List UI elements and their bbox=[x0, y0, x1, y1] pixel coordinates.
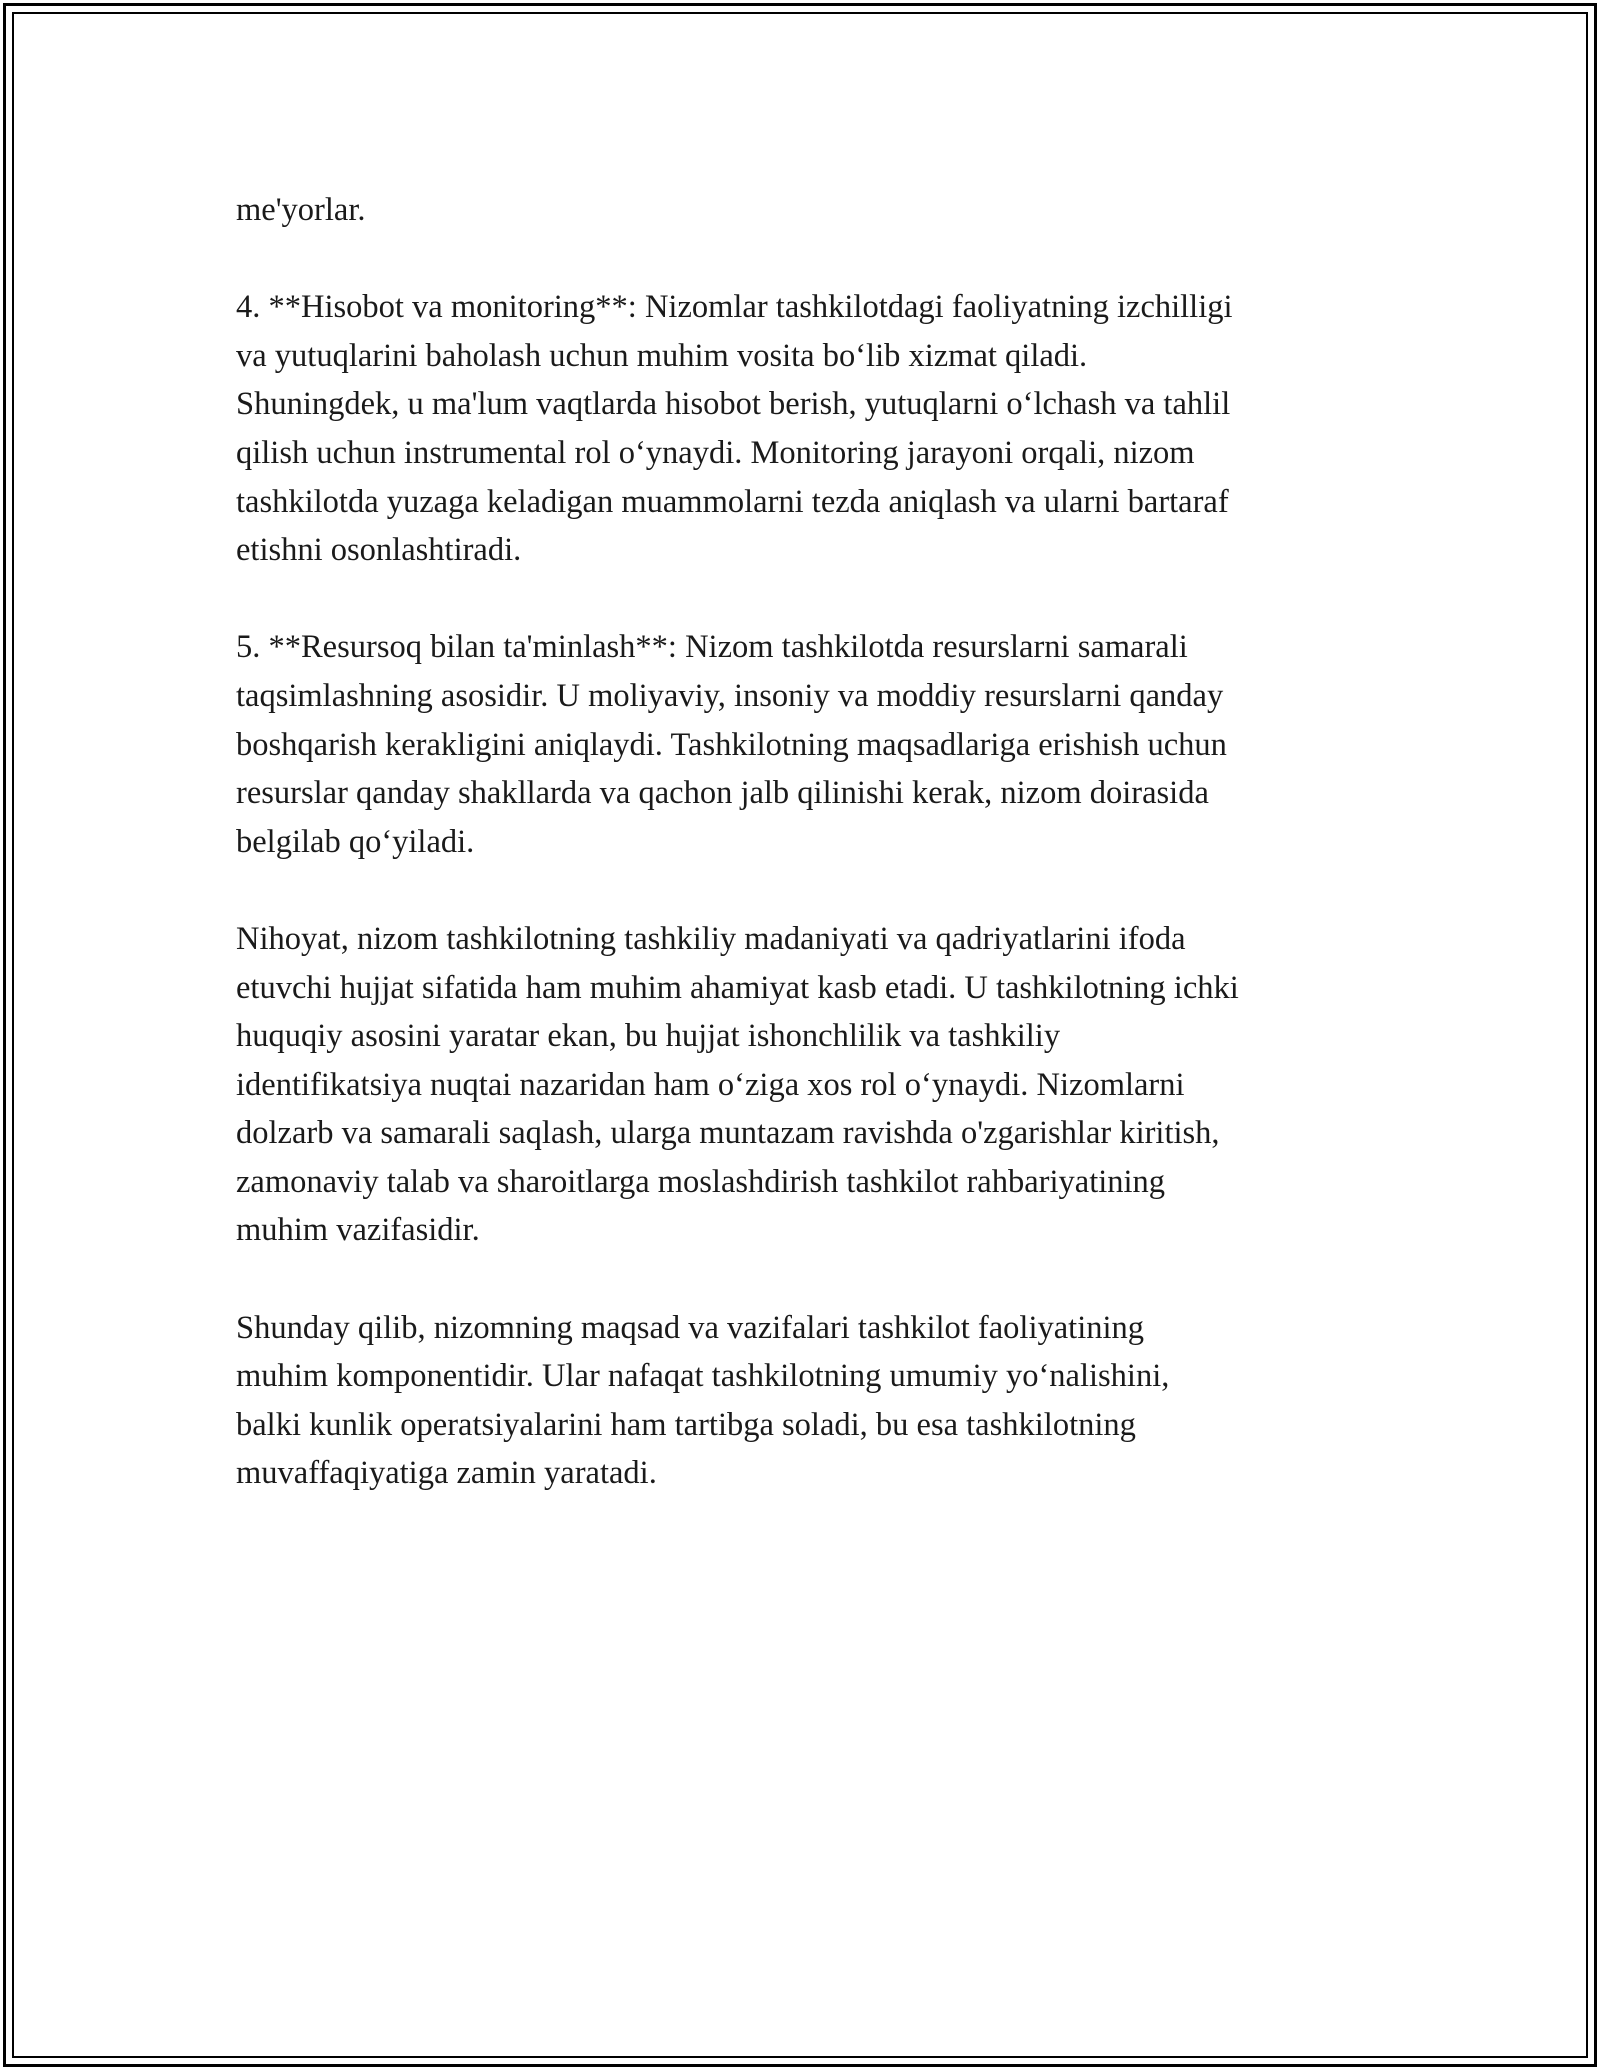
text-line: Nihoyat, nizom tashkilotning tashkiliy madaniyati va qadriyatlarini ifoda bbox=[236, 920, 1186, 957]
text-line: belgilab qo‘yiladi. bbox=[236, 823, 475, 860]
text-line: muhim komponentidir. Ular nafaqat tashkilotning umumiy yo‘nalishini, bbox=[236, 1358, 1170, 1395]
paragraph-continuation bbox=[236, 186, 1376, 235]
text-line: Shuningdek, u ma'lum vaqtlarda hisobot berish, yutuqlarni o‘lchash va tahlil bbox=[236, 386, 1231, 423]
text-line: 4. **Hisobot va monitoring**: Nizomlar tashkilotdagi faoliyatning izchilligi bbox=[236, 289, 1233, 326]
text-line: etishni osonlashtiradi. bbox=[236, 532, 522, 569]
document-body bbox=[236, 186, 1376, 1547]
paragraph-nihoyat bbox=[236, 915, 1376, 1255]
text-line: balki kunlik operatsiyalarini ham tartibga soladi, bu esa tashkilotning bbox=[236, 1406, 1136, 1443]
text-line: resurslar qanday shakllarda va qachon jalb qilinishi kerak, nizom doirasida bbox=[236, 775, 1209, 812]
text-line: identifikatsiya nuqtai nazaridan ham o‘ziga xos rol o‘ynaydi. Nizomlarni bbox=[236, 1066, 1185, 1103]
text-line: etuvchi hujjat sifatida ham muhim ahamiyat kasb etadi. U tashkilotning ichki bbox=[236, 969, 1239, 1006]
text-line: va yutuqlarini baholash uchun muhim vosita bo‘lib xizmat qiladi. bbox=[236, 337, 1088, 374]
text-line: huquqiy asosini yaratar ekan, bu hujjat ishonchlilik va tashkiliy bbox=[236, 1018, 1061, 1055]
text-line: qilish uchun instrumental rol o‘ynaydi. Monitoring jarayoni orqali, nizom bbox=[236, 434, 1195, 471]
text-line: dolzarb va samarali saqlash, ularga muntazam ravishda o'zgarishlar kiritish, bbox=[236, 1115, 1220, 1152]
text-line: muvaffaqiyatiga zamin yaratadi. bbox=[236, 1455, 657, 1492]
paragraph-hisobot-monitoring bbox=[236, 283, 1376, 575]
text-line: boshqarish kerakligini aniqlaydi. Tashkilotning maqsadlariga erishish uchun bbox=[236, 726, 1227, 763]
text-line: Shunday qilib, nizomning maqsad va vazifalari tashkilot faoliyatining bbox=[236, 1309, 1145, 1346]
text-line: taqsimlashning asosidir. U moliyaviy, insoniy va moddiy resurslarni qanday bbox=[236, 677, 1224, 714]
paragraph-resurs-taminlash bbox=[236, 623, 1376, 866]
text-line: me'yorlar. bbox=[236, 192, 366, 228]
text-line: tashkilotda yuzaga keladigan muammolarni tezda aniqlash va ularni bartaraf bbox=[236, 483, 1229, 520]
text-line: muhim vazifasidir. bbox=[236, 1212, 480, 1249]
text-line: zamonaviy talab va sharoitlarga moslashdirish tashkilot rahbariyatining bbox=[236, 1163, 1166, 1200]
paragraph-conclusion bbox=[236, 1304, 1376, 1498]
text-line: 5. **Resursoq bilan ta'minlash**: Nizom tashkilotda resurslarni samarali bbox=[236, 629, 1188, 666]
